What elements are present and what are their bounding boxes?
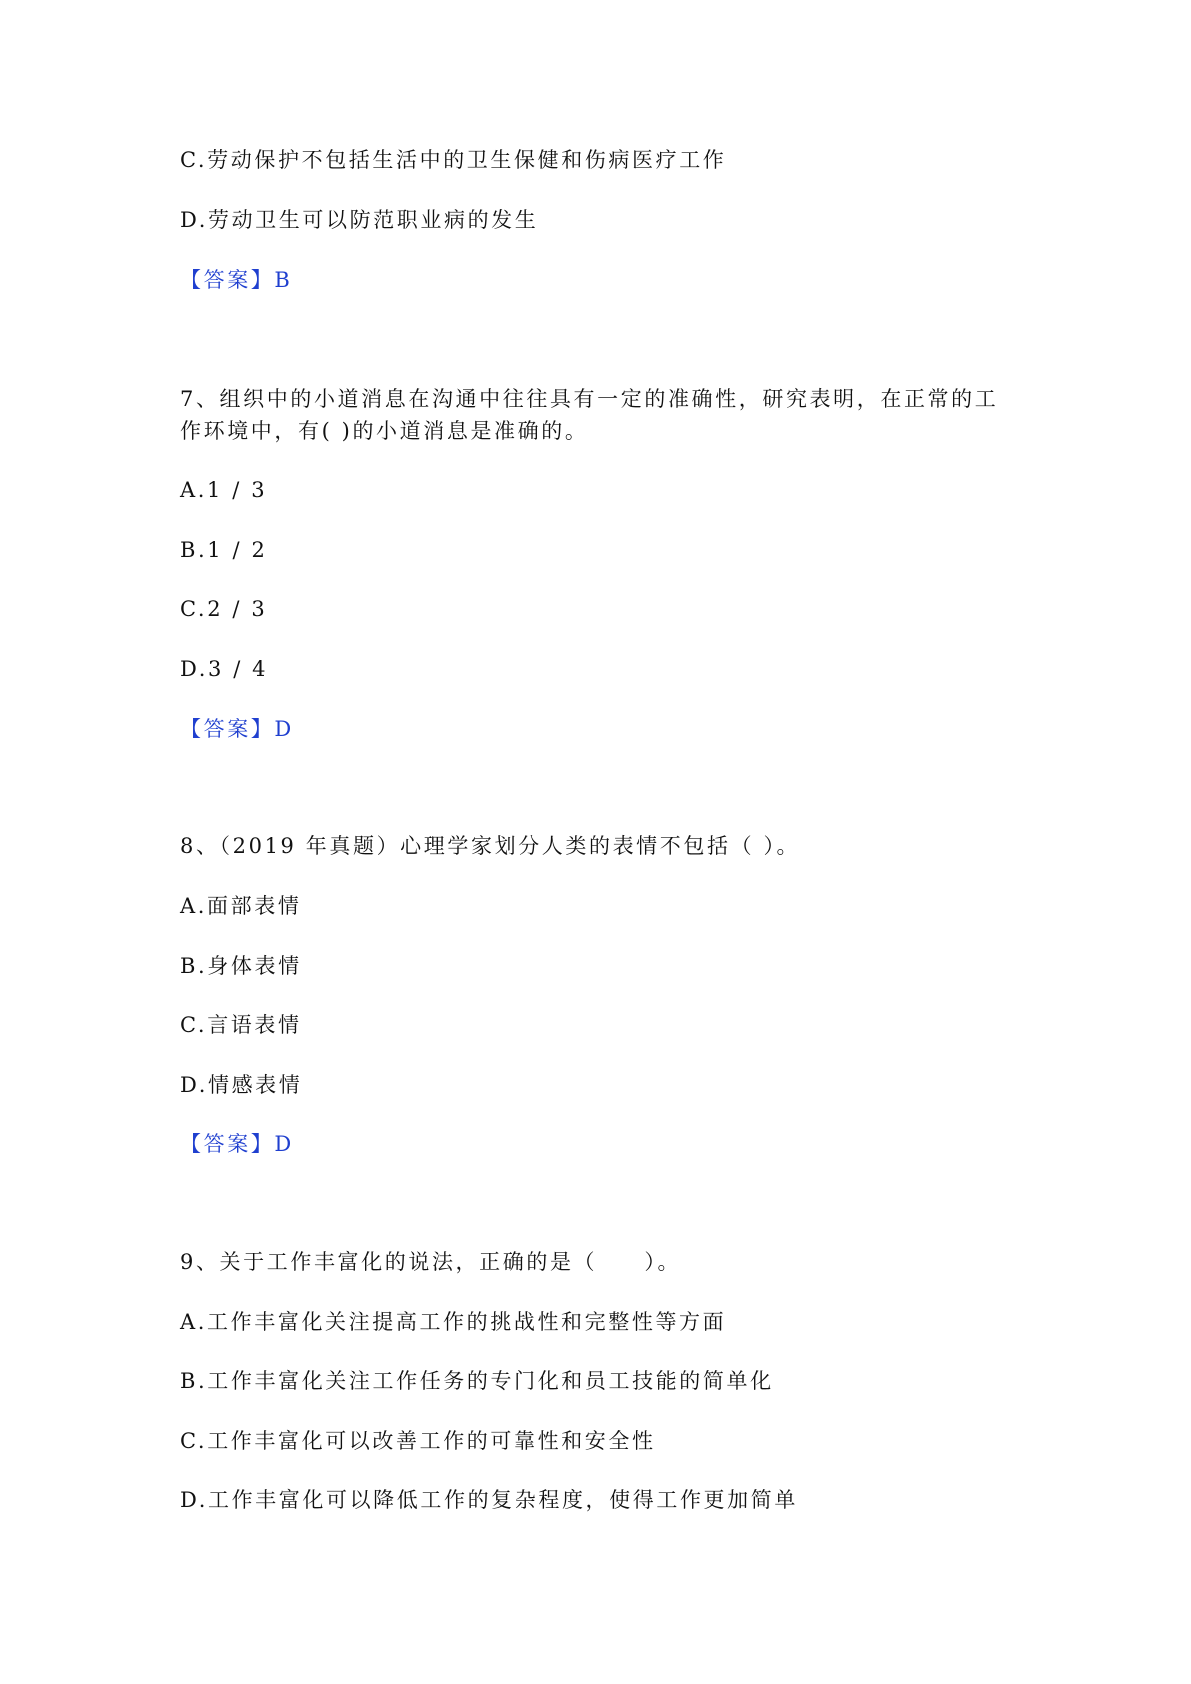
q7-question-line-2: 作环境中，有( )的小道消息是准确的。	[180, 419, 589, 443]
q8-option-a: A.面部表情	[180, 894, 302, 918]
q7-answer: 【答案】D	[180, 717, 294, 741]
q9-option-c: C.工作丰富化可以改善工作的可靠性和安全性	[180, 1429, 656, 1453]
q8-option-d: D.情感表情	[180, 1073, 303, 1097]
q8-option-c: C.言语表情	[180, 1013, 302, 1037]
q7-option-b: B.1 / 2	[180, 538, 268, 562]
prev-option-d: D.劳动卫生可以防范职业病的发生	[180, 208, 539, 232]
q8-answer: 【答案】D	[180, 1132, 294, 1156]
prev-answer: 【答案】B	[180, 268, 293, 292]
prev-option-c: C.劳动保护不包括生活中的卫生保健和伤病医疗工作	[180, 148, 727, 172]
q7-option-c: C.2 / 3	[180, 597, 268, 621]
q9-option-b: B.工作丰富化关注工作任务的专门化和员工技能的简单化	[180, 1369, 774, 1393]
q8-question: 8、（2019 年真题）心理学家划分人类的表情不包括（ ）。	[180, 834, 801, 858]
q7-option-d: D.3 / 4	[180, 657, 269, 681]
q8-option-b: B.身体表情	[180, 954, 302, 978]
q9-option-a: A.工作丰富化关注提高工作的挑战性和完整性等方面	[180, 1310, 727, 1334]
q9-question: 9、关于工作丰富化的说法，正确的是（ ）。	[180, 1250, 682, 1274]
q7-option-a: A.1 / 3	[180, 478, 268, 502]
q7-question-line-1: 7、组织中的小道消息在沟通中往往具有一定的准确性，研究表明，在正常的工	[180, 387, 999, 411]
q9-option-d: D.工作丰富化可以降低工作的复杂程度，使得工作更加简单	[180, 1488, 798, 1512]
